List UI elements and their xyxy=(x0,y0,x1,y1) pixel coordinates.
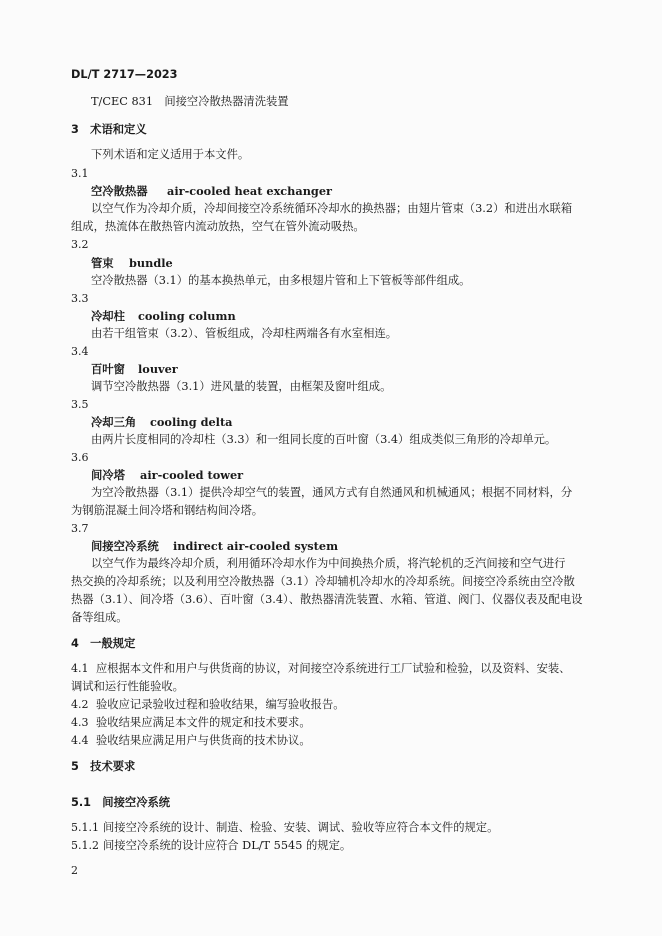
term-definition-line: 调节空冷散热器（3.1）进风量的装置，由框架及窗叶组成。 xyxy=(91,380,392,393)
term-title-en: cooling delta xyxy=(150,415,233,429)
term-definition-line: 为钢筋混凝土间冷塔和钢结构间冷塔。 xyxy=(71,504,264,517)
term-title-cn: 空冷散热器 xyxy=(91,184,148,198)
section-4-heading: 4 一般规定 xyxy=(71,637,136,650)
page-number: 2 xyxy=(71,864,78,877)
term-title-cn: 冷却柱 xyxy=(91,309,125,323)
clause-number: 4.2 xyxy=(71,698,89,711)
term-title-en: louver xyxy=(138,362,178,376)
term-definition-line: 热器（3.1）、间冷塔（3.6）、百叶窗（3.4）、散热器清洗装置、水箱、管道、阀门、仪器仪表及配电设 xyxy=(71,593,583,606)
term-number: 3.1 xyxy=(71,167,89,180)
term-definition-line: 由若干组管束（3.2）、管板组成，冷却柱两端各有水室相连。 xyxy=(91,327,398,340)
clause-number: 5.1.1 xyxy=(71,821,99,834)
clause-text-line: 验收结果应满足本文件的规定和技术要求。 xyxy=(96,716,311,729)
term-title-en: air-cooled tower xyxy=(140,468,244,482)
term-definition-line: 以空气作为最终冷却介质，利用循环冷却水作为中间换热介质，将汽轮机的乏汽间接和空气进行 xyxy=(91,557,566,570)
term-title-en: bundle xyxy=(129,256,173,270)
term-title-en: air-cooled heat exchanger xyxy=(167,184,332,198)
term-title-cn: 百叶窗 xyxy=(91,362,125,376)
clause-text-line: 间接空冷系统的设计、制造、检验、安装、调试、验收等应符合本文件的规定。 xyxy=(103,821,499,834)
term-definition-line: 由两片长度相同的冷却柱（3.3）和一组同长度的百叶窗（3.4）组成类似三角形的冷却单元。 xyxy=(91,433,557,446)
term-definition-line: 热交换的冷却系统；以及利用空冷散热器（3.1）冷却辅机冷却水的冷却系统。间接空冷系统由空冷散 xyxy=(71,575,575,588)
term-number: 3.3 xyxy=(71,292,89,305)
clause-text-line: 验收结果应满足用户与供货商的技术协议。 xyxy=(96,734,311,747)
term-title-cn: 冷却三角 xyxy=(91,415,137,429)
section-3-intro: 下列术语和定义适用于本文件。 xyxy=(91,148,250,161)
clause-number: 4.4 xyxy=(71,734,89,747)
term-definition-line: 以空气作为冷却介质，冷却间接空冷系统循环冷却水的换热器；由翅片管束（3.2）和进出水联箱 xyxy=(91,202,573,215)
term-number: 3.2 xyxy=(71,238,89,251)
clause-text-line: 应根据本文件和用户与供货商的协议，对间接空冷系统进行工厂试验和检验，以及资料、安装、 xyxy=(96,662,571,675)
reference-item: T/CEC 831 间接空冷散热器清洗装置 xyxy=(91,95,289,108)
term-title-en: cooling column xyxy=(138,309,236,323)
term-number: 3.4 xyxy=(71,345,89,358)
clause-number: 4.3 xyxy=(71,716,89,729)
section-3-heading: 3 术语和定义 xyxy=(71,123,147,136)
term-definition-line: 备等组成。 xyxy=(71,611,128,624)
clause-number: 5.1.2 xyxy=(71,839,99,852)
clause-text-line: 间接空冷系统的设计应符合 DL/T 5545 的规定。 xyxy=(103,839,352,852)
term-title-cn: 管束 xyxy=(91,256,114,270)
standard-number-header: DL/T 2717—2023 xyxy=(71,68,178,81)
term-number: 3.5 xyxy=(71,398,89,411)
section-5-1-heading: 5.1 间接空冷系统 xyxy=(71,796,171,809)
term-definition-line: 空冷散热器（3.1）的基本换热单元，由多根翅片管和上下管板等部件组成。 xyxy=(91,274,471,287)
section-5-heading: 5 技术要求 xyxy=(71,760,136,773)
term-title-cn: 间接空冷系统 xyxy=(91,539,159,553)
term-title-cn: 间冷塔 xyxy=(91,468,125,482)
term-definition-line: 组成，热流体在散热管内流动放热，空气在管外流动吸热。 xyxy=(71,220,365,233)
term-title-en: indirect air-cooled system xyxy=(173,539,339,553)
clause-text-line: 验收应记录验收过程和验收结果，编写验收报告。 xyxy=(96,698,345,711)
term-definition-line: 为空冷散热器（3.1）提供冷却空气的装置，通风方式有自然通风和机械通风；根据不同材料，分 xyxy=(91,486,573,499)
clause-number: 4.1 xyxy=(71,662,89,675)
term-number: 3.6 xyxy=(71,451,89,464)
clause-text-line: 调试和运行性能验收。 xyxy=(71,680,184,693)
term-number: 3.7 xyxy=(71,522,89,535)
